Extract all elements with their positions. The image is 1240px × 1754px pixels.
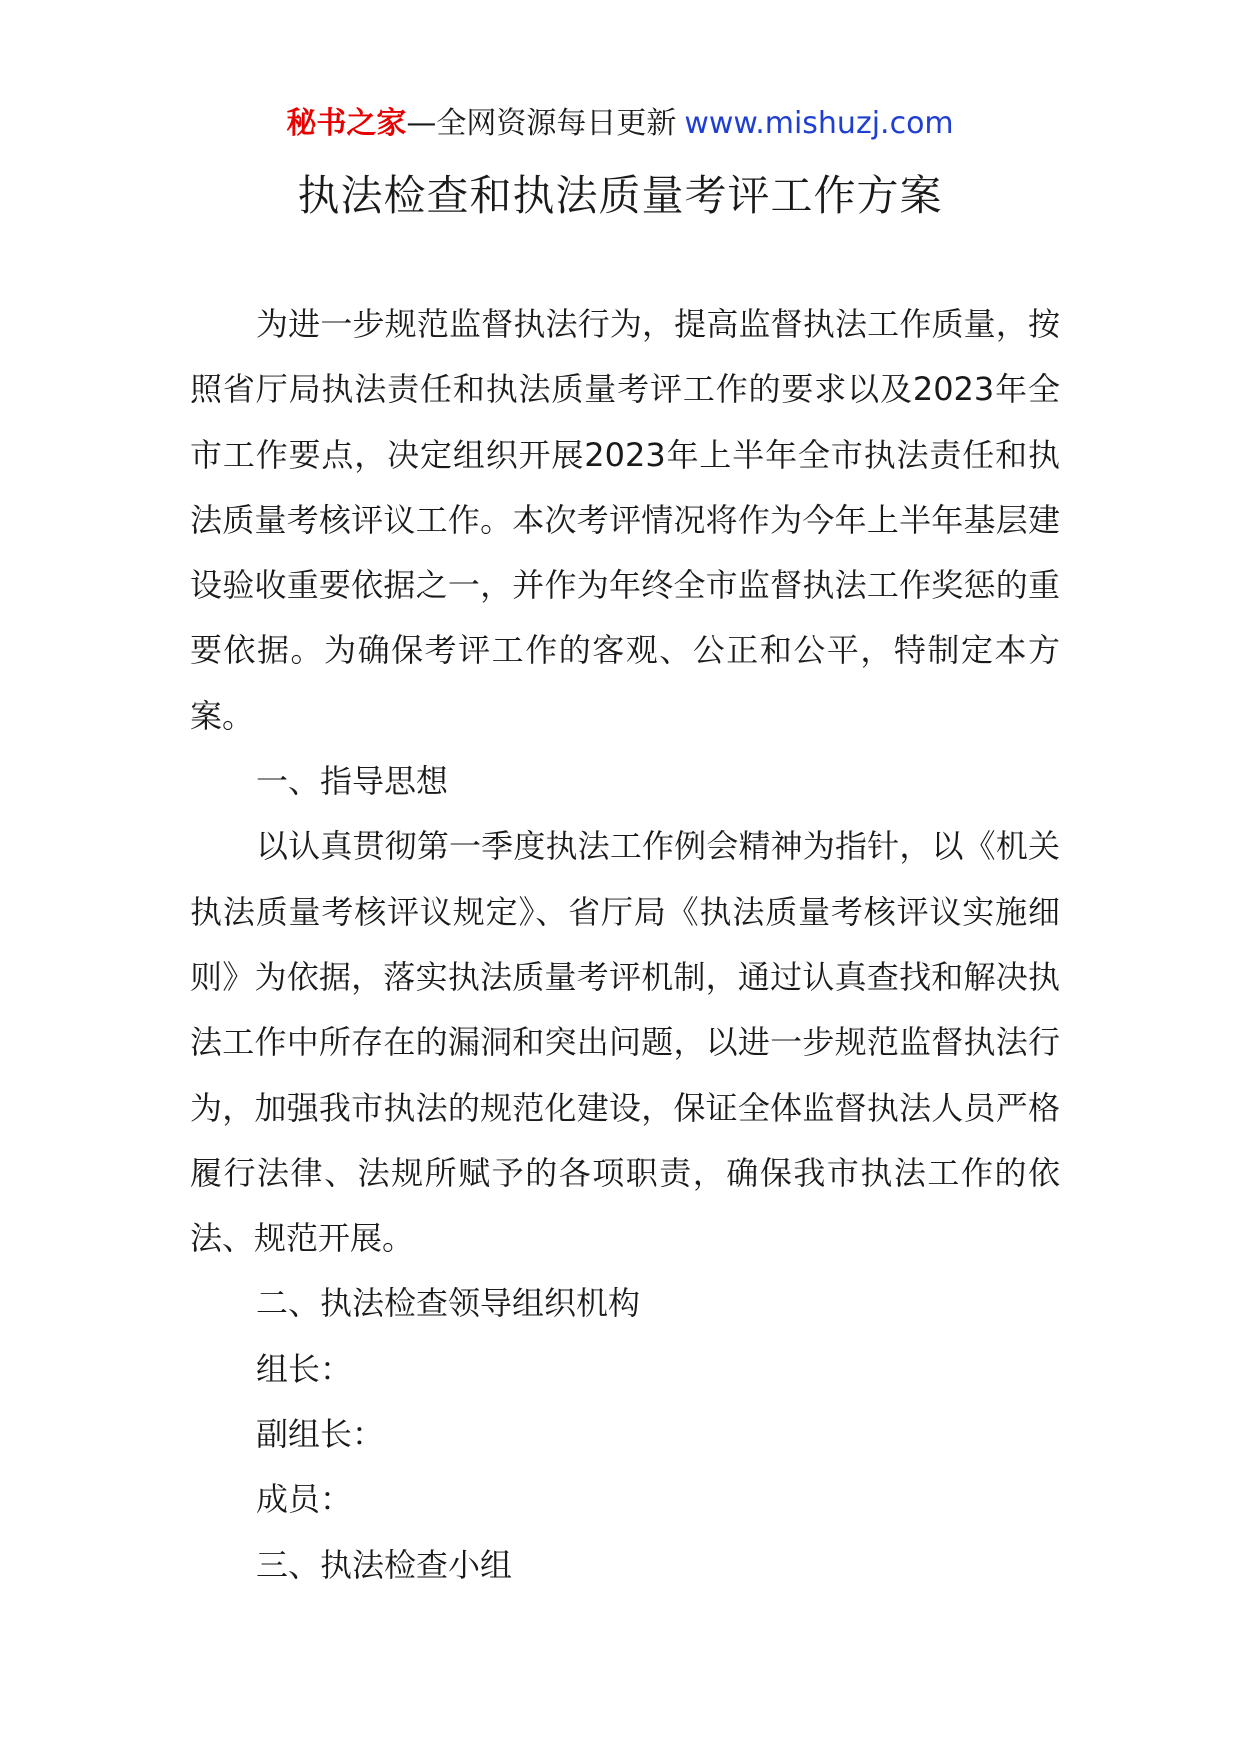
document-body [190, 292, 1060, 1598]
brand-name: 秘书之家 [286, 106, 407, 141]
section-heading-inspection-team: 三、执法检查小组 [256, 1545, 513, 1584]
document-title: 执法检查和执法质量考评工作方案 [297, 171, 943, 220]
deputy-leader-field: 副组长： [256, 1415, 385, 1454]
site-link[interactable]: www.mishuzj.com [684, 106, 954, 141]
section-heading-leadership: 二、执法检查领导组织机构 [256, 1284, 641, 1323]
section-heading-guiding-ideology: 一、指导思想 [256, 762, 449, 801]
guiding-ideology-paragraph: 以认真贯彻第一季度执法工作例会精神为指针，以《机关执法质量考核评议规定》、省厅局《执法质量考核评议实施细则》为依据，落实执法质量考评机制，通过认真查找和解决执法工作中所存在的漏洞和突出问题，以进一步规范监督执法行为，加强我市执法的规范化建设，保证全体监督执法人员严格履行法律、法规所赋予的各项职责，确保我市执法工作的依法、规范开展。 [190, 827, 1060, 1258]
leader-field: 组长： [256, 1349, 353, 1388]
intro-paragraph: 为进一步规范监督执法行为，提高监督执法工作质量，按照省厅局执法责任和执法质量考评工作的要求以及2023年全市工作要点，决定组织开展2023年上半年全市执法责任和执法质量考核评议工作。本次考评情况将作为今年上半年基层建设验收重要依据之一，并作为年终全市监督执法工作奖惩的重要依据。为确保考评工作的客观、公正和公平，特制定本方案。 [190, 305, 1060, 735]
members-field: 成员： [256, 1480, 353, 1519]
watermark-header [0, 102, 1240, 146]
header-tagline: —全网资源每日更新 [406, 106, 677, 141]
